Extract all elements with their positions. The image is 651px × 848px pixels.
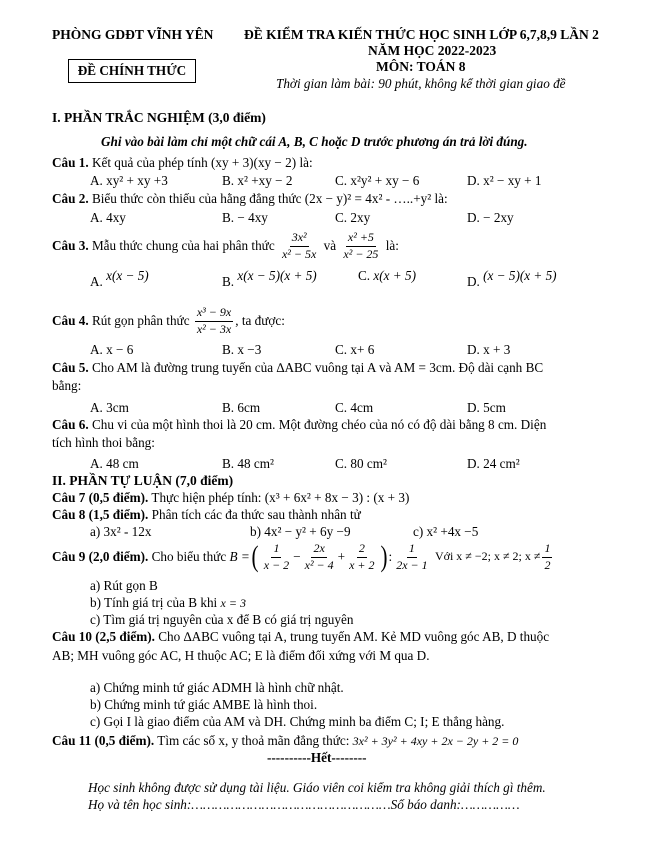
question-2: [52, 191, 448, 206]
question-text: Tìm các số x, y thoả mãn đẳng thức:: [157, 733, 350, 748]
question-label: Câu 3.: [52, 238, 89, 254]
q8-part-b: b) 4x² − y² + 6y −9: [250, 524, 351, 539]
condition-fraction: $\frac{1}{2}$: [544, 541, 551, 572]
q5-option-b: B. 6cm: [222, 400, 261, 415]
question-label: Câu 5.: [52, 360, 89, 375]
question-text: Cho ∆ABC vuông tại A, trung tuyến AM. Kẻ MD vuông góc AB, D thuộc: [158, 629, 550, 644]
question-text: Biểu thức còn thiếu của hằng đẳng thức (2x − y)² = 4x² - …..+y² là:: [91, 191, 448, 206]
question-text: Mẫu thức chung của hai phân thức: [91, 238, 275, 254]
question-text: Chu vi của một hình thoi là 20 cm. Một đường chéo của nó có độ dài bằng 8 cm. Diện: [91, 417, 547, 432]
question-8: [52, 507, 361, 522]
fraction-1: $\frac{\text{3x²}}{\text{x² − 5x}}$: [281, 230, 317, 261]
question-label: Câu 6.: [52, 417, 89, 432]
exam-title: ĐỀ KIỂM TRA KIẾN THỨC HỌC SINH LỚP 6,7,8,9 LẦN 2: [244, 27, 599, 42]
q9-part-b: b) Tính giá trị của B khi x = 3: [90, 595, 246, 610]
conjunction: và: [323, 238, 337, 254]
question-label: Câu 7 (0,5 điểm).: [52, 490, 149, 505]
q4-option-b: B. x −3: [222, 342, 262, 357]
question-5: [52, 360, 543, 375]
equation: 3x² + 3y² + 4xy + 2x − 2y + 2 = 0: [352, 734, 519, 748]
department-name: PHÒNG GDĐT VĨNH YÊN: [52, 27, 214, 42]
footer-note: Học sinh không được sử dụng tài liệu. Giáo viên coi kiểm tra không giải thích gì thêm.: [88, 780, 546, 795]
q1-option-a: A. xy² + xy +3: [90, 173, 168, 188]
question-6: [52, 417, 546, 432]
time-note: Thời gian làm bài: 90 phút, không kể thời gian giao đề: [276, 76, 566, 91]
q6-option-c: C. 80 cm²: [335, 456, 387, 471]
question-6-cont: tích hình thoi bằng:: [52, 435, 155, 450]
question-7: [52, 490, 409, 505]
question-label: Câu 10 (2,5 điểm).: [52, 629, 155, 644]
q6-option-d: D. 24 cm²: [467, 456, 520, 471]
question-tail: , ta được:: [235, 313, 285, 329]
question-5-cont: bằng:: [52, 378, 82, 393]
q5-option-d: D. 5cm: [467, 400, 506, 415]
student-info-line: Họ và tên học sinh:……………………………………………Số báo danh:……………: [88, 797, 520, 812]
question-label: Câu 4.: [52, 313, 89, 329]
q3-option-c: C. x(x + 5): [358, 268, 416, 283]
question-tail: là:: [385, 238, 399, 254]
expression-lhs: B =: [229, 549, 250, 565]
question-3: [52, 228, 399, 264]
q2-option-a: A. 4xy: [90, 210, 126, 225]
question-text: Kết quả của phép tính (xy + 3)(xy − 2) là:: [91, 155, 313, 170]
official-label: ĐỀ CHÍNH THỨC: [77, 63, 187, 78]
question-text: Thực hiện phép tính: (x³ + 6x² + 8x − 3) : (x + 3): [151, 490, 410, 505]
fraction-3: $\frac{2}{x + 2}$: [349, 541, 375, 572]
condition: Với x ≠ −2; x ≠ 2; x ≠: [434, 549, 541, 564]
end-marker: ----------Hết--------: [267, 750, 367, 765]
question-4: [52, 303, 285, 339]
fraction-4: $\frac{1}{2x - 1}$: [396, 541, 428, 572]
q5-option-c: C. 4cm: [335, 400, 374, 415]
question-label: Câu 8 (1,5 điểm).: [52, 507, 149, 522]
q9-part-c: c) Tìm giá trị nguyên của x để B có giá trị nguyên: [90, 612, 354, 627]
q3-option-b: B. x(x − 5)(x + 5): [222, 268, 317, 289]
part2-title: II. PHẦN TỰ LUẬN (7,0 điểm): [52, 473, 234, 488]
q10-part-a: a) Chứng minh tứ giác ADMH là hình chữ nhật.: [90, 680, 344, 695]
q2-option-d: D. − 2xy: [467, 210, 514, 225]
q2-option-c: C. 2xy: [335, 210, 371, 225]
question-10-cont: AB; MH vuông góc AC, H thuộc AC; E là điểm đối xứng với M qua D.: [52, 648, 430, 663]
question-10: [52, 629, 549, 644]
q10-part-b: b) Chứng minh tứ giác AMBE là hình thoi.: [90, 697, 318, 712]
q9-part-a: a) Rút gọn B: [90, 578, 158, 593]
q5-option-a: A. 3cm: [90, 400, 129, 415]
question-text: Rút gọn phân thức: [91, 313, 190, 329]
q4-option-d: D. x + 3: [467, 342, 511, 357]
fraction: $\frac{\text{x³ − 9x}}{\text{x² − 3x}}$: [196, 305, 232, 336]
question-11: [52, 733, 518, 749]
q6-option-a: A. 48 cm: [90, 456, 139, 471]
question-text: Cho AM là đường trung tuyến của ∆ABC vuông tại A và AM = 3cm. Độ dài cạnh BC: [91, 360, 544, 375]
q1-option-b: B. x² +xy − 2: [222, 173, 293, 188]
question-label: Câu 1.: [52, 155, 89, 170]
fraction-2: $\frac{2x}{\text{x² − 4}}$: [304, 541, 334, 572]
fraction-1: $\frac{1}{x - 2}$: [263, 541, 290, 572]
question-label: Câu 9 (2,0 điểm).: [52, 549, 149, 565]
q3-option-a: A. x(x − 5): [90, 268, 149, 289]
school-year: NĂM HỌC 2022-2023: [368, 43, 497, 58]
q4-option-a: A. x − 6: [90, 342, 134, 357]
question-label: Câu 11 (0,5 điểm).: [52, 733, 155, 748]
q8-part-a: a) 3x² - 12x: [90, 524, 152, 539]
question-9: Câu 9 (2,0 điểm). Cho biểu thức B = ( $\frac{1}{x - 2}$ − $\frac{2x}{\text{x² − 4}}$ + $\frac{2}{x + 2}$ ) : $\frac{1}{2x - 1}$ Với x ≠ −2; x ≠ 2; x ≠ $\frac{1}{2}$: [52, 540, 551, 573]
part1-instruction: Ghi vào bài làm chỉ một chữ cái A, B, C hoặc D trước phương án trả lời đúng.: [101, 134, 528, 149]
q1-option-d: D. x² − xy + 1: [467, 173, 542, 188]
question-text: Phân tích các đa thức sau thành nhân tử: [151, 507, 361, 522]
q1-option-c: C. x²y² + xy − 6: [335, 173, 420, 188]
question-1: [52, 155, 313, 170]
question-label: Câu 2.: [52, 191, 89, 206]
subject: MÔN: TOÁN 8: [376, 59, 466, 74]
q2-option-b: B. − 4xy: [222, 210, 268, 225]
q4-option-c: C. x+ 6: [335, 342, 375, 357]
official-stamp-box: [68, 59, 196, 83]
q10-part-c: c) Gọi I là giao điểm của AM và DH. Chứng minh ba điểm C; I; E thẳng hàng.: [90, 714, 505, 729]
q6-option-b: B. 48 cm²: [222, 456, 274, 471]
q3-option-d: D. (x − 5)(x + 5): [467, 268, 557, 289]
question-text: Cho biểu thức: [151, 549, 227, 565]
q8-part-c: c) x² +4x −5: [413, 524, 479, 539]
fraction-2: $\frac{\text{x² +5}}{\text{x² − 25}}$: [343, 230, 379, 261]
part1-title: I. PHẦN TRẮC NGHIỆM (3,0 điểm): [52, 110, 266, 125]
